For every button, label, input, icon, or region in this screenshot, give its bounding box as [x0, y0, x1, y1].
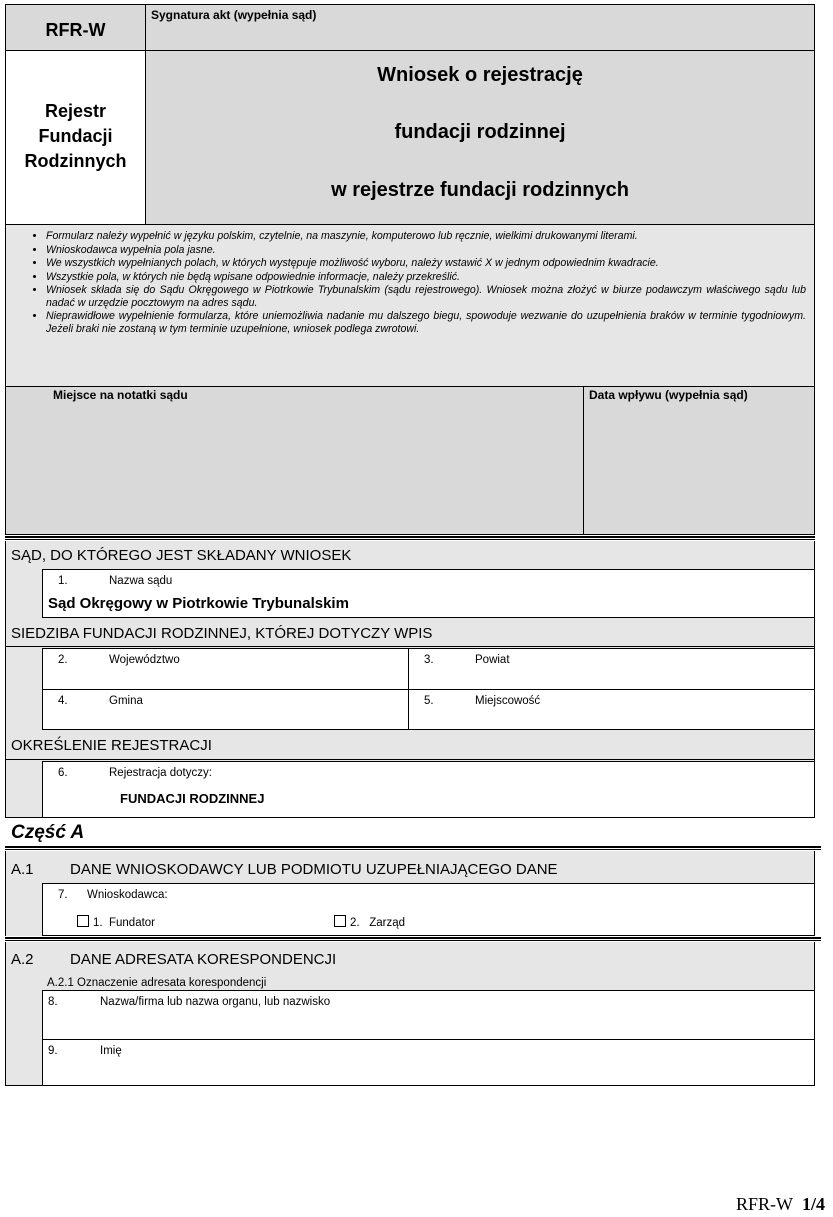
receipt-date-area — [583, 386, 815, 535]
footer-form-code: RFR-W — [735, 1194, 793, 1214]
field-number: 8. — [48, 996, 58, 1008]
option-label: Zarząd — [369, 917, 405, 929]
section-seat-title: SIEDZIBA FUNDACJI RODZINNEJ, KTÓREJ DOTYCZY WPIS — [11, 625, 433, 642]
registration-type-field[interactable] — [42, 761, 815, 818]
case-signature-cell — [145, 4, 815, 51]
court-name-value: Sąd Okręgowy w Piotrkowie Trybunalskim — [48, 595, 349, 612]
register-name-line-3: Rodzinnych — [24, 151, 127, 171]
district-field[interactable] — [408, 648, 815, 690]
commune-field[interactable] — [42, 689, 409, 730]
section-registration-title: OKREŚLENIE REJESTRACJI — [11, 737, 212, 754]
section-separator — [5, 846, 821, 850]
field-label: Województwo — [109, 654, 180, 666]
section-a2-code: A.2 — [11, 951, 34, 968]
page-footer — [700, 1194, 825, 1215]
field-number: 7. — [58, 889, 68, 901]
section-a2-subtitle: A.2.1 Oznaczenie adresata korespondencji — [47, 977, 267, 989]
instruction-item: • Wnioskodawca wypełnia pola jasne. — [46, 244, 814, 257]
field-label: Rejestracja dotyczy: — [109, 767, 212, 779]
field-label: Powiat — [475, 654, 510, 666]
option-number: 2. — [350, 917, 360, 929]
instruction-item: • Formularz należy wypełnić w języku polskim, czytelnie, na maszynie, komputerowo lub ręcznie, wielkimi drukowanymi literami. — [46, 230, 814, 243]
form-code: RFR-W — [45, 20, 106, 40]
instructions-list — [6, 230, 814, 335]
checkbox-founder[interactable] — [77, 915, 89, 927]
field-number: 5. — [424, 695, 434, 707]
checkbox-board[interactable] — [334, 915, 346, 927]
form-title-line-3: w rejestrze fundacji rodzinnych — [331, 179, 629, 201]
section-a1-code: A.1 — [11, 861, 34, 878]
voivodeship-field[interactable] — [42, 648, 409, 690]
register-name-cell — [5, 50, 146, 225]
addressee-first-name-field[interactable] — [42, 1039, 815, 1086]
option-founder[interactable] — [77, 915, 155, 929]
receipt-date-label: Data wpływu (wypełnia sąd) — [589, 388, 748, 402]
form-title-cell — [145, 50, 815, 225]
section-separator — [5, 536, 815, 540]
instruction-item: • We wszystkich wypełnianych polach, w których występuje możliwość wyboru, należy wstawić X w jednym odpowiednim kwadracie. — [46, 257, 814, 270]
field-label: Wnioskodawca: — [87, 889, 168, 901]
option-board[interactable] — [334, 915, 405, 929]
section-separator — [5, 937, 821, 941]
addressee-name-field[interactable] — [42, 990, 815, 1040]
court-notes-area — [5, 386, 584, 535]
instruction-item: • Nieprawidłowe wypełnienie formularza, które uniemożliwia nadanie mu dalszego biegu, spowoduje wezwanie do uzupełnienia braków w terminie tygodniowym. Jeżeli braki nie zostaną w tym terminie uzupełnione, wniosek podlega zwrotowi. — [46, 310, 814, 335]
field-number: 1. — [58, 575, 68, 587]
field-label: Imię — [100, 1045, 122, 1057]
field-label: Miejscowość — [475, 695, 541, 707]
field-number: 3. — [424, 654, 434, 666]
field-label: Gmina — [109, 695, 143, 707]
register-name-line-2: Fundacji — [38, 126, 113, 146]
form-title-line-2: fundacji rodzinnej — [394, 121, 566, 143]
section-seat-topline — [5, 646, 815, 647]
field-number: 4. — [58, 695, 68, 707]
form-code-cell — [5, 4, 146, 51]
instructions-box — [5, 224, 815, 387]
form-title-line-1: Wniosek o rejestrację — [377, 64, 583, 86]
part-a-title: Część A — [11, 822, 85, 843]
registration-type-value: FUNDACJI RODZINNEJ — [120, 791, 265, 806]
section-a2-title: DANE ADRESATA KORESPONDENCJI — [70, 951, 337, 968]
applicant-field[interactable] — [42, 883, 815, 936]
field-label: Nazwa sądu — [109, 575, 173, 587]
field-label: Nazwa/firma lub nazwa organu, lub nazwisko — [100, 996, 331, 1008]
section-a1-title: DANE WNIOSKODAWCY LUB PODMIOTU UZUPEŁNIAJĄCEGO DANE — [70, 861, 558, 878]
option-label: Fundator — [108, 917, 156, 929]
page-number: 1/4 — [801, 1194, 825, 1214]
register-name — [6, 99, 145, 174]
register-name-line-1: Rejestr — [44, 101, 107, 121]
instruction-item: • Wniosek składa się do Sądu Okręgowego w Piotrkowie Trybunalskim (sądu rejestrowego). Wniosek można złożyć w biurze podawczym właściwego sądu lub nadać w urzędzie pocztowym na adres sądu. — [46, 284, 814, 309]
section-registration-topline — [5, 759, 815, 760]
court-notes-label: Miejsce na notatki sądu — [53, 388, 188, 402]
locality-field[interactable] — [408, 689, 815, 730]
court-name-field[interactable] — [42, 569, 815, 618]
field-number: 9. — [48, 1045, 58, 1057]
field-number: 6. — [58, 767, 68, 779]
case-signature-label: Sygnatura akt (wypełnia sąd) — [151, 8, 317, 22]
option-number: 1. — [93, 917, 103, 929]
instruction-item: • Wszystkie pola, w których nie będą wpisane odpowiednie informacje, należy przekreślić. — [46, 271, 814, 284]
field-number: 2. — [58, 654, 68, 666]
section-court-title: SĄD, DO KTÓREGO JEST SKŁADANY WNIOSEK — [11, 547, 352, 564]
